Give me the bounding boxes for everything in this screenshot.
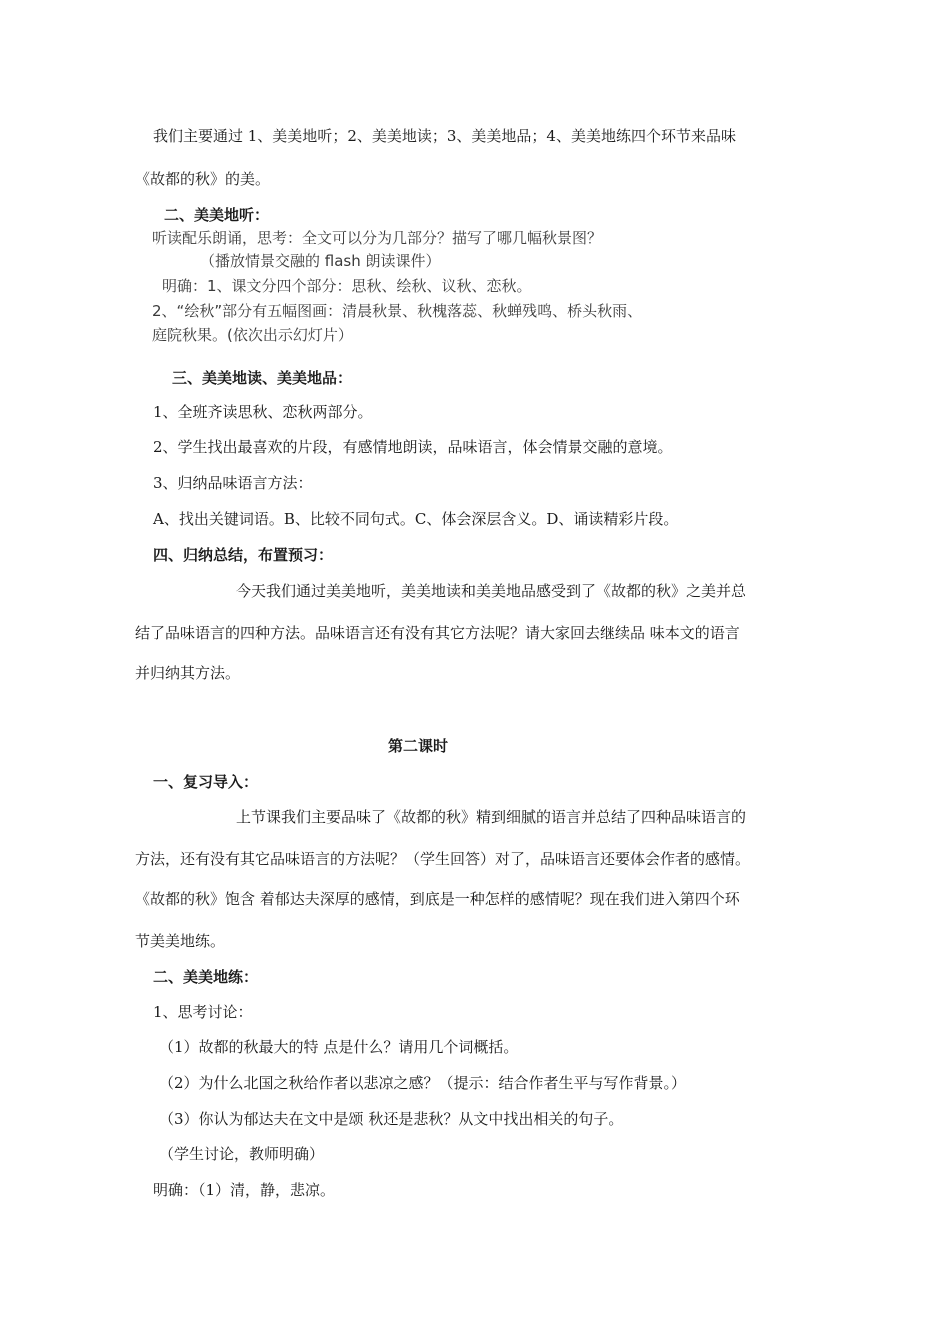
read-item-4: A、找出关键词语。B、比较不同句式。C、体会深层含义。D、诵读精彩片段。 (153, 510, 679, 528)
read-item-3: 3、归纳品味语言方法： (153, 474, 313, 492)
review-line-3: 《故都的秋》饱含 着郁达夫深厚的感情，到底是一种怎样的感情呢？现在我们进入第四个环 (135, 890, 740, 908)
summary-line-3: 并归纳其方法。 (135, 664, 241, 682)
read-item-2: 2、学生找出最喜欢的片段，有感情地朗读，品味语言，体会情景交融的意境。 (153, 438, 673, 456)
listen-answer-2-line-1: 2、“绘秋”部分有五幅图画：清晨秋景、秋槐落蕊、秋蝉残鸣、桥头秋雨、 (152, 302, 643, 320)
review-line-1: 上节课我们主要品味了《故都的秋》精到细腻的语言并总结了四种品味语言的 (236, 808, 747, 826)
summary-line-2: 结了品味语言的四种方法。品味语言还有没有其它方法呢？请大家回去继续品 味本文的语言 (135, 624, 740, 642)
intro-paragraph-line-1: 我们主要通过 1、美美地听；2、美美地读；3、美美地品；4、美美地练四个环节来品味 (153, 127, 736, 145)
question-1: （1）故都的秋最大的特 点是什么？请用几个词概括。 (159, 1038, 519, 1056)
question-3: （3）你认为郁达夫在文中是颂 秋还是悲秋？从文中找出相关的句子。 (159, 1110, 624, 1128)
section-heading-summary: 四、归纳总结，布置预习： (153, 546, 334, 564)
listen-answer-1: 明确：1、课文分四个部分：思秋、绘秋、议秋、恋秋。 (162, 277, 532, 295)
review-line-2: 方法，还有没有其它品味语言的方法呢？（学生回答）对了，品味语言还要体会作者的感情。 (135, 850, 751, 868)
section-heading-listen: 二、美美地听： (164, 206, 270, 224)
lesson-2-title: 第二课时 (388, 737, 449, 755)
section-heading-practice: 二、美美地练： (153, 968, 259, 986)
section-heading-review: 一、复习导入： (153, 773, 259, 791)
listen-media-note: （播放情景交融的 flash 朗读课件） (200, 252, 441, 270)
listen-task: 听读配乐朗诵，思考：全文可以分为几部分？描写了哪几幅秋景图？ (152, 229, 603, 247)
discussion-note: （学生讨论，教师明确） (159, 1145, 325, 1163)
review-line-4: 节美美地练。 (135, 932, 226, 950)
intro-paragraph-line-2: 《故都的秋》的美。 (135, 170, 271, 188)
practice-item-1: 1、思考讨论： (153, 1003, 253, 1021)
read-item-1: 1、全班齐读思秋、恋秋两部分。 (153, 403, 373, 421)
answer-1: 明确：（1）清，静，悲凉。 (153, 1181, 336, 1199)
listen-answer-2-line-2: 庭院秋果。(依次出示幻灯片） (152, 326, 353, 344)
section-heading-read: 三、美美地读、美美地品： (172, 369, 353, 387)
summary-line-1: 今天我们通过美美地听，美美地读和美美地品感受到了《故都的秋》之美并总 (236, 582, 747, 600)
question-2: （2）为什么北国之秋给作者以悲凉之感？（提示：结合作者生平与写作背景。） (159, 1074, 687, 1092)
